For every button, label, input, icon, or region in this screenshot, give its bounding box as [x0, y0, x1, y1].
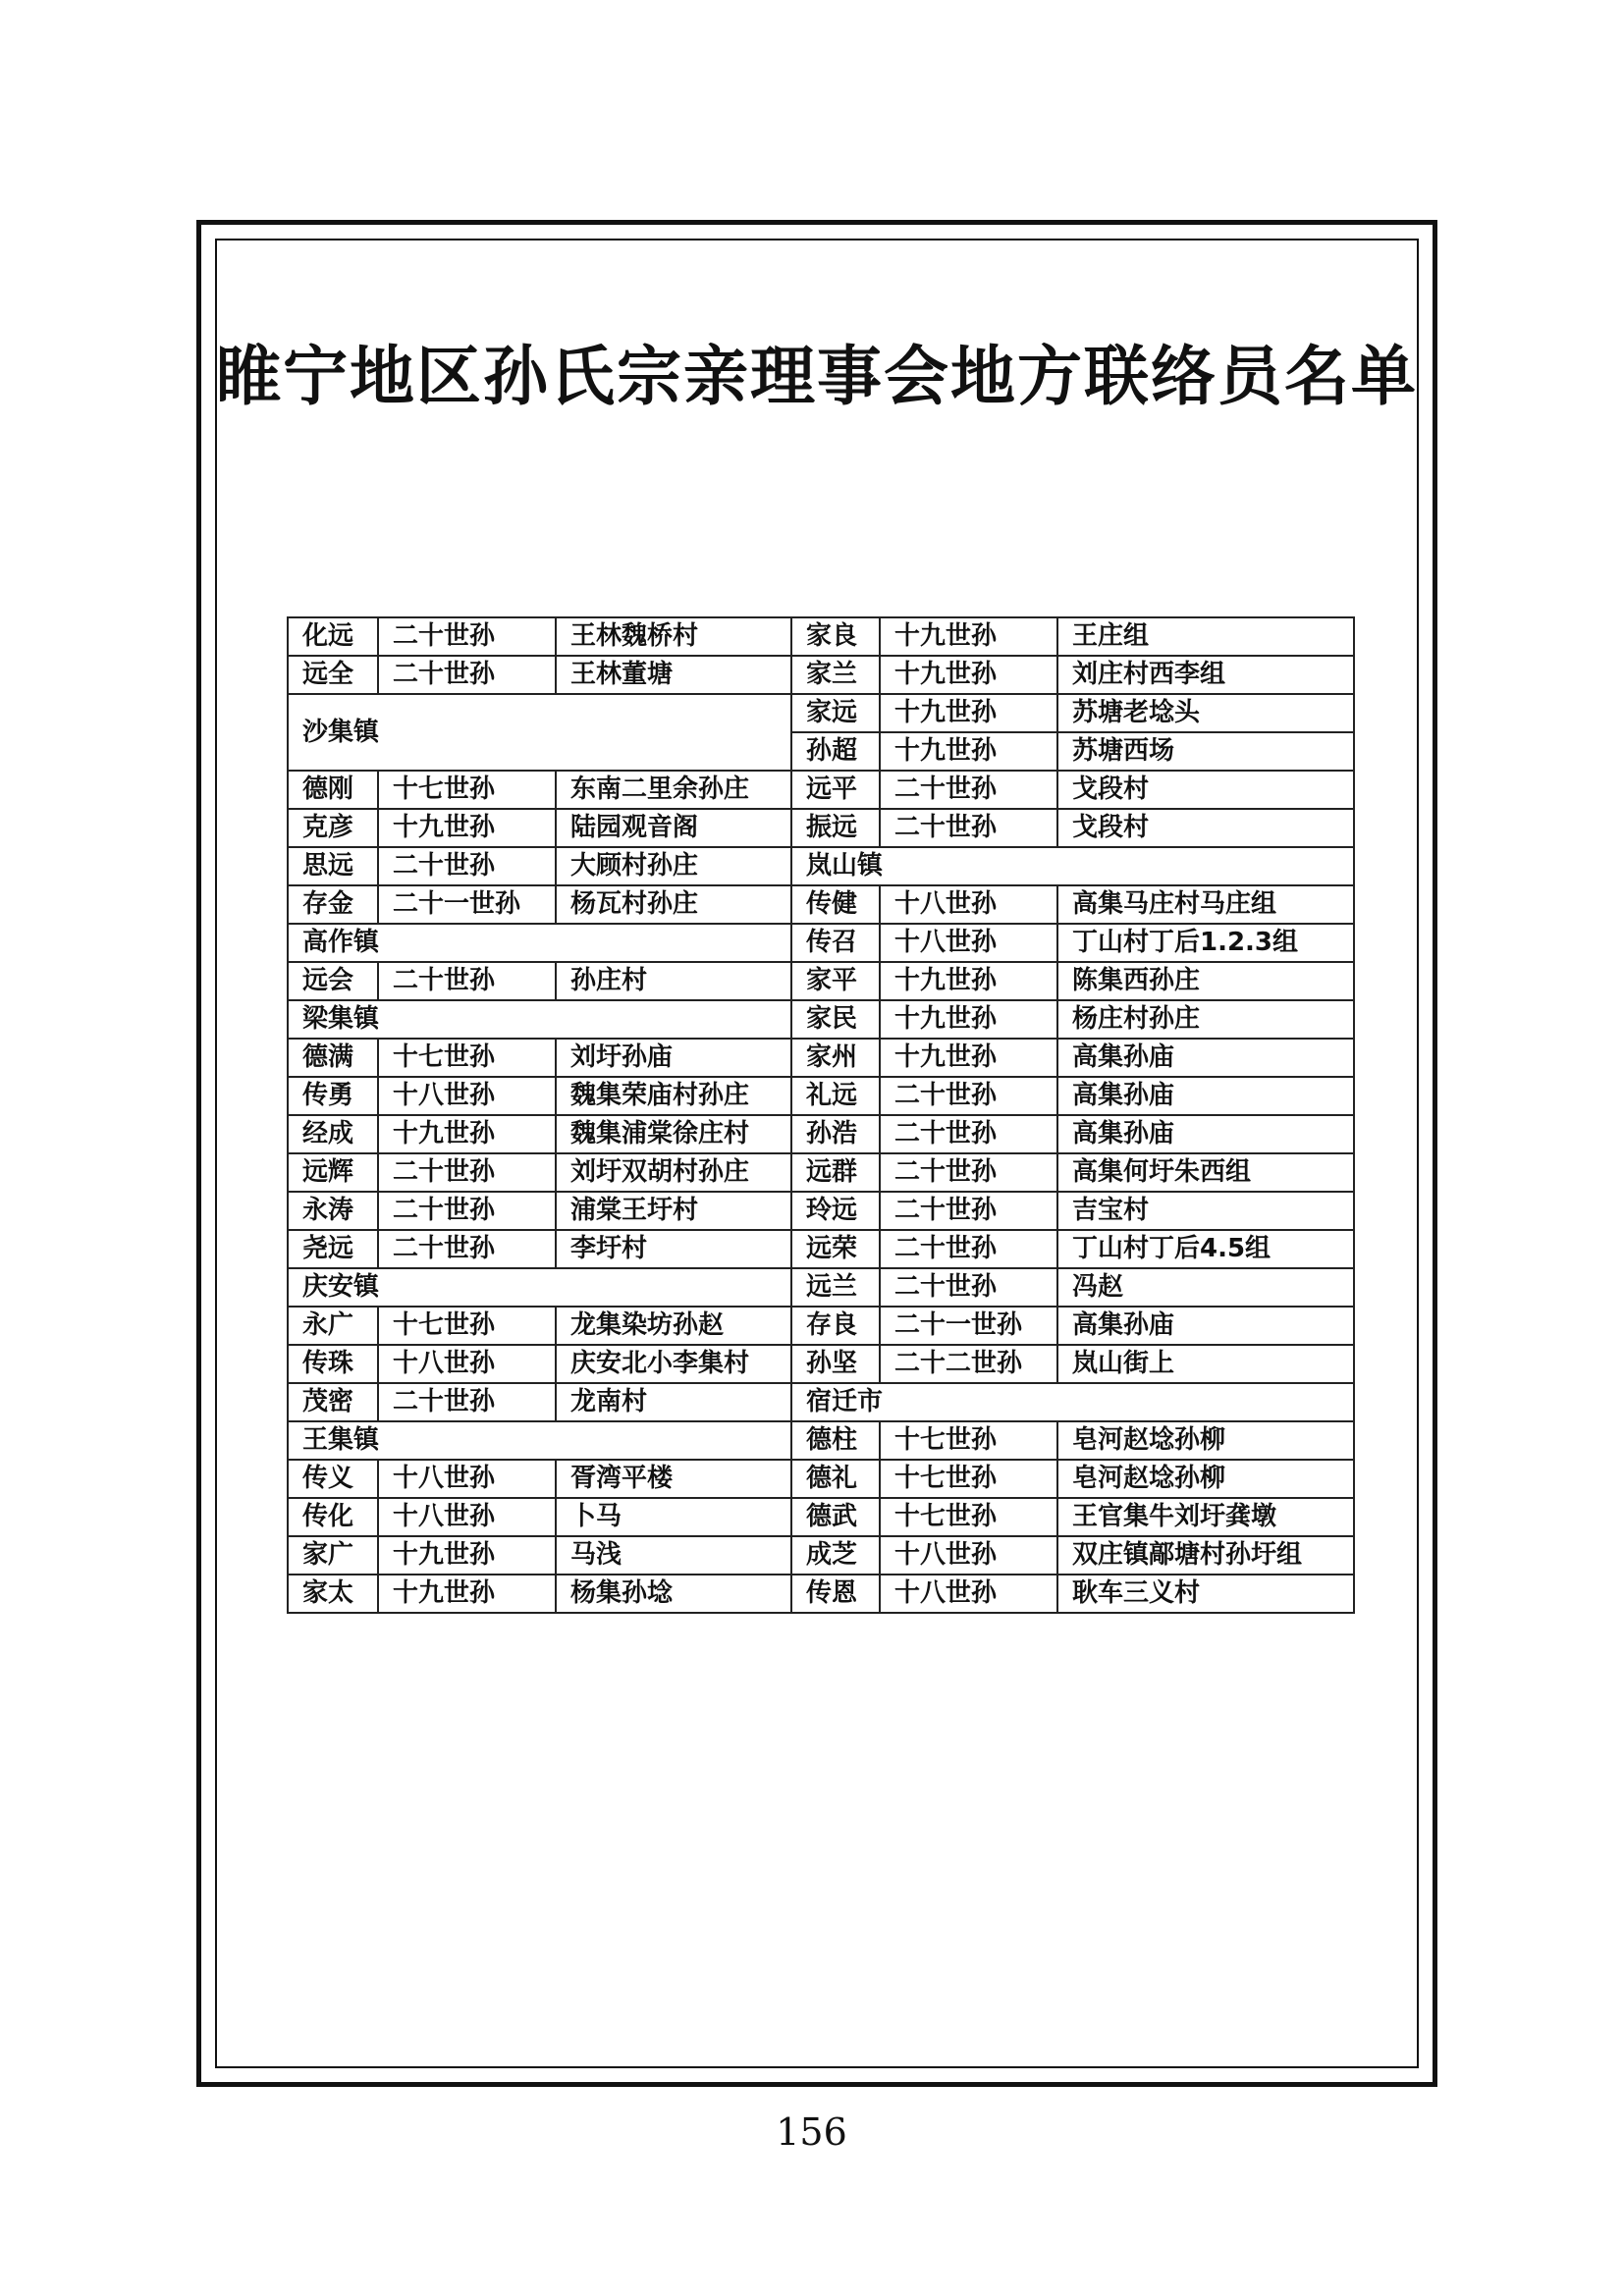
member-location: 李圩村	[556, 1230, 791, 1268]
member-generation: 二十世孙	[880, 809, 1057, 847]
table-row	[288, 1230, 1354, 1268]
table-row	[288, 771, 1354, 809]
member-generation: 十七世孙	[880, 1498, 1057, 1536]
member-generation: 十九世孙	[880, 617, 1057, 656]
member-location: 刘圩孙庙	[556, 1039, 791, 1077]
member-location: 王林董塘	[556, 656, 791, 694]
member-generation: 十七世孙	[880, 1460, 1057, 1498]
member-location: 王林魏桥村	[556, 617, 791, 656]
member-generation: 十八世孙	[378, 1498, 556, 1536]
member-location: 苏塘西场	[1057, 732, 1354, 771]
page-number: 156	[776, 2110, 847, 2154]
member-generation: 十七世孙	[378, 1039, 556, 1077]
member-generation: 十九世孙	[880, 962, 1057, 1000]
member-location: 高集孙庙	[1057, 1039, 1354, 1077]
member-name: 家广	[288, 1536, 378, 1575]
town-heading: 梁集镇	[288, 1000, 791, 1039]
town-heading: 岚山镇	[791, 847, 1354, 885]
member-location: 庆安北小李集村	[556, 1345, 791, 1383]
member-generation: 二十世孙	[880, 1268, 1057, 1307]
table-row	[288, 1536, 1354, 1575]
member-name: 远荣	[791, 1230, 880, 1268]
member-generation: 十七世孙	[378, 1307, 556, 1345]
member-location: 魏集浦棠徐庄村	[556, 1115, 791, 1153]
member-name: 德武	[791, 1498, 880, 1536]
table-row	[288, 885, 1354, 924]
table-row	[288, 1268, 1354, 1307]
member-name: 存金	[288, 885, 378, 924]
member-generation: 十八世孙	[378, 1460, 556, 1498]
member-location: 吉宝村	[1057, 1192, 1354, 1230]
member-generation: 十八世孙	[378, 1077, 556, 1115]
member-generation: 二十世孙	[378, 617, 556, 656]
member-generation: 十八世孙	[880, 924, 1057, 962]
member-name: 尧远	[288, 1230, 378, 1268]
member-name: 家良	[791, 617, 880, 656]
member-generation: 二十世孙	[378, 656, 556, 694]
member-location: 冯赵	[1057, 1268, 1354, 1307]
member-name: 传义	[288, 1460, 378, 1498]
member-location: 王庄组	[1057, 617, 1354, 656]
member-name: 德满	[288, 1039, 378, 1077]
member-location: 陈集西孙庄	[1057, 962, 1354, 1000]
member-name: 永涛	[288, 1192, 378, 1230]
table-row	[288, 1421, 1354, 1460]
member-generation: 二十世孙	[378, 962, 556, 1000]
member-name: 德礼	[791, 1460, 880, 1498]
member-name: 传化	[288, 1498, 378, 1536]
member-location: 东南二里余孙庄	[556, 771, 791, 809]
member-generation: 二十世孙	[378, 1230, 556, 1268]
member-generation: 二十世孙	[378, 847, 556, 885]
member-location: 皂河赵埝孙柳	[1057, 1421, 1354, 1460]
table-row	[288, 1000, 1354, 1039]
member-name: 远平	[791, 771, 880, 809]
member-name: 家兰	[791, 656, 880, 694]
member-generation: 十九世孙	[880, 1000, 1057, 1039]
member-generation: 二十世孙	[880, 1230, 1057, 1268]
member-generation: 二十世孙	[880, 1192, 1057, 1230]
member-location: 丁山村丁后4.5组	[1057, 1230, 1354, 1268]
table-row	[288, 1192, 1354, 1230]
table-row	[288, 809, 1354, 847]
member-generation: 十九世孙	[880, 656, 1057, 694]
town-heading: 高作镇	[288, 924, 791, 962]
member-location: 胥湾平楼	[556, 1460, 791, 1498]
member-generation: 十八世孙	[880, 885, 1057, 924]
table-row	[288, 1153, 1354, 1192]
member-name: 远全	[288, 656, 378, 694]
town-heading: 沙集镇	[288, 694, 791, 771]
member-name: 远辉	[288, 1153, 378, 1192]
table-row	[288, 924, 1354, 962]
member-generation: 十九世孙	[880, 732, 1057, 771]
member-location: 刘庄村西李组	[1057, 656, 1354, 694]
member-generation: 二十二世孙	[880, 1345, 1057, 1383]
member-generation: 十八世孙	[378, 1345, 556, 1383]
member-name: 传勇	[288, 1077, 378, 1115]
member-name: 振远	[791, 809, 880, 847]
member-location: 刘圩双胡村孙庄	[556, 1153, 791, 1192]
table-row	[288, 1498, 1354, 1536]
member-location: 高集孙庙	[1057, 1115, 1354, 1153]
member-generation: 二十世孙	[880, 1115, 1057, 1153]
member-location: 卜马	[556, 1498, 791, 1536]
member-generation: 十八世孙	[880, 1536, 1057, 1575]
table-row	[288, 694, 1354, 732]
member-location: 龙集染坊孙赵	[556, 1307, 791, 1345]
member-name: 家州	[791, 1039, 880, 1077]
table-row	[288, 656, 1354, 694]
member-name: 思远	[288, 847, 378, 885]
member-location: 高集马庄村马庄组	[1057, 885, 1354, 924]
member-name: 家民	[791, 1000, 880, 1039]
member-name: 化远	[288, 617, 378, 656]
member-location: 孙庄村	[556, 962, 791, 1000]
member-location: 丁山村丁后1.2.3组	[1057, 924, 1354, 962]
member-generation: 二十一世孙	[880, 1307, 1057, 1345]
table-row	[288, 1383, 1354, 1421]
member-location: 大顾村孙庄	[556, 847, 791, 885]
table-row	[288, 1345, 1354, 1383]
town-heading: 王集镇	[288, 1421, 791, 1460]
member-name: 存良	[791, 1307, 880, 1345]
table-row	[288, 1575, 1354, 1613]
member-name: 远会	[288, 962, 378, 1000]
member-generation: 十七世孙	[880, 1421, 1057, 1460]
member-name: 德刚	[288, 771, 378, 809]
table-row	[288, 1115, 1354, 1153]
member-generation: 二十世孙	[880, 1153, 1057, 1192]
member-location: 马浅	[556, 1536, 791, 1575]
member-generation: 二十世孙	[880, 771, 1057, 809]
member-location: 陆园观音阁	[556, 809, 791, 847]
member-location: 浦棠王圩村	[556, 1192, 791, 1230]
table-row	[288, 617, 1354, 656]
member-name: 永广	[288, 1307, 378, 1345]
member-generation: 十八世孙	[880, 1575, 1057, 1613]
member-name: 传珠	[288, 1345, 378, 1383]
member-generation: 十九世孙	[378, 1115, 556, 1153]
member-generation: 二十世孙	[378, 1192, 556, 1230]
table-row	[288, 1039, 1354, 1077]
member-name: 成芝	[791, 1536, 880, 1575]
table-row	[288, 1307, 1354, 1345]
member-location: 龙南村	[556, 1383, 791, 1421]
member-location: 岚山街上	[1057, 1345, 1354, 1383]
member-generation: 十九世孙	[880, 694, 1057, 732]
member-name: 经成	[288, 1115, 378, 1153]
member-name: 玲远	[791, 1192, 880, 1230]
member-generation: 十九世孙	[378, 809, 556, 847]
roster-body	[288, 617, 1354, 1613]
member-location: 双庄镇鄗塘村孙圩组	[1057, 1536, 1354, 1575]
town-heading: 宿迁市	[791, 1383, 1354, 1421]
member-name: 传恩	[791, 1575, 880, 1613]
table-row	[288, 847, 1354, 885]
table-row	[288, 1460, 1354, 1498]
member-generation: 二十世孙	[378, 1153, 556, 1192]
member-generation: 十九世孙	[378, 1536, 556, 1575]
member-location: 杨庄村孙庄	[1057, 1000, 1354, 1039]
member-name: 传召	[791, 924, 880, 962]
member-name: 茂密	[288, 1383, 378, 1421]
member-generation: 十七世孙	[378, 771, 556, 809]
member-name: 德柱	[791, 1421, 880, 1460]
table-row	[288, 962, 1354, 1000]
member-name: 远群	[791, 1153, 880, 1192]
member-name: 传健	[791, 885, 880, 924]
member-name: 家平	[791, 962, 880, 1000]
member-generation: 十九世孙	[880, 1039, 1057, 1077]
page-title: 睢宁地区孙氏宗亲理事会地方联络员名单	[216, 338, 1418, 414]
member-location: 耿车三义村	[1057, 1575, 1354, 1613]
member-location: 高集孙庙	[1057, 1307, 1354, 1345]
member-location: 戈段村	[1057, 771, 1354, 809]
member-name: 远兰	[791, 1268, 880, 1307]
member-name: 家太	[288, 1575, 378, 1613]
member-name: 孙超	[791, 732, 880, 771]
table-row	[288, 1077, 1354, 1115]
member-name: 孙浩	[791, 1115, 880, 1153]
member-location: 杨集孙埝	[556, 1575, 791, 1613]
member-location: 高集何圩朱西组	[1057, 1153, 1354, 1192]
member-generation: 二十世孙	[378, 1383, 556, 1421]
member-name: 克彦	[288, 809, 378, 847]
member-location: 魏集荣庙村孙庄	[556, 1077, 791, 1115]
member-location: 戈段村	[1057, 809, 1354, 847]
member-name: 礼远	[791, 1077, 880, 1115]
member-generation: 二十一世孙	[378, 885, 556, 924]
member-name: 孙坚	[791, 1345, 880, 1383]
member-generation: 二十世孙	[880, 1077, 1057, 1115]
member-location: 苏塘老埝头	[1057, 694, 1354, 732]
member-name: 家远	[791, 694, 880, 732]
member-generation: 十九世孙	[378, 1575, 556, 1613]
member-location: 高集孙庙	[1057, 1077, 1354, 1115]
member-location: 皂河赵埝孙柳	[1057, 1460, 1354, 1498]
member-location: 王官集牛刘圩龚墩	[1057, 1498, 1354, 1536]
town-heading: 庆安镇	[288, 1268, 791, 1307]
liaison-roster-table	[287, 616, 1355, 1614]
member-location: 杨瓦村孙庄	[556, 885, 791, 924]
